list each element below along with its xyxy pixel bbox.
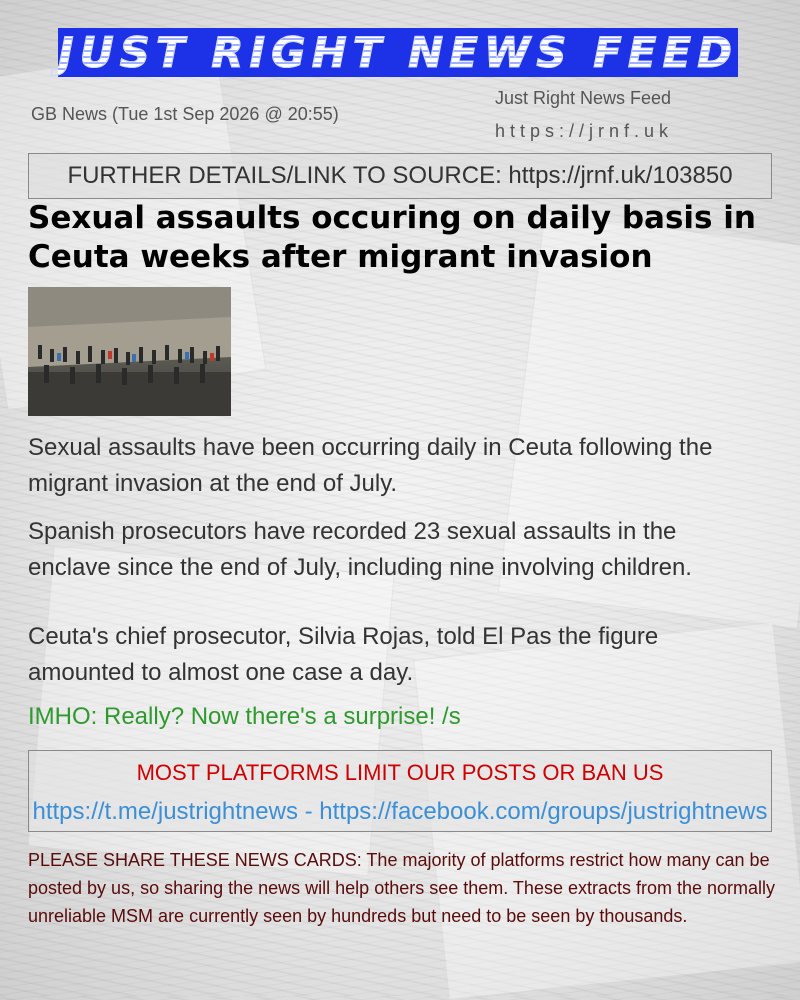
promo-title: MOST PLATFORMS LIMIT OUR POSTS OR BAN US [136, 760, 664, 785]
source-link[interactable]: FURTHER DETAILS/LINK TO SOURCE: https://jrnf.uk/103850 [67, 162, 733, 189]
imho-comment: IMHO: Really? Now there's a surprise! /s [28, 703, 461, 730]
article-paragraph: Ceuta's chief prosecutor, Silvia Rojas, told El Pas the figure amounted to almost one case a day. [28, 623, 659, 686]
article-paragraph: Spanish prosecutors have recorded 23 sexual assaults in the enclave since the end of July, including nine involving children. [28, 518, 692, 581]
article-paragraph: Sexual assaults have been occurring daily in Ceuta following the migrant invasion at the end of July. [28, 434, 713, 497]
site-name: Just Right News Feed [495, 88, 672, 108]
article-photo [28, 287, 231, 416]
source-link-box[interactable] [28, 153, 772, 199]
site-banner [58, 28, 738, 77]
promo-links[interactable]: https://t.me/justrightnews - https://facebook.com/groups/justrightnews [32, 798, 768, 825]
promo-box [28, 750, 772, 832]
site-url[interactable]: https://jrnf.uk [495, 121, 674, 141]
article-headline: Sexual assaults occuring on daily basis in Ceuta weeks after migrant invasion [28, 200, 756, 275]
source-date: GB News (Tue 1st Sep 2026 @ 20:55) [31, 104, 339, 124]
share-notice: PLEASE SHARE THESE NEWS CARDS: The majority of platforms restrict how many can be posted by us, so sharing the news will help others see them. These extracts from the normally unreliable MSM are currently seen by hundreds but need to be seen by thousands. [28, 850, 776, 926]
banner-title: JUST RIGHT NEWS FEED [57, 28, 739, 77]
